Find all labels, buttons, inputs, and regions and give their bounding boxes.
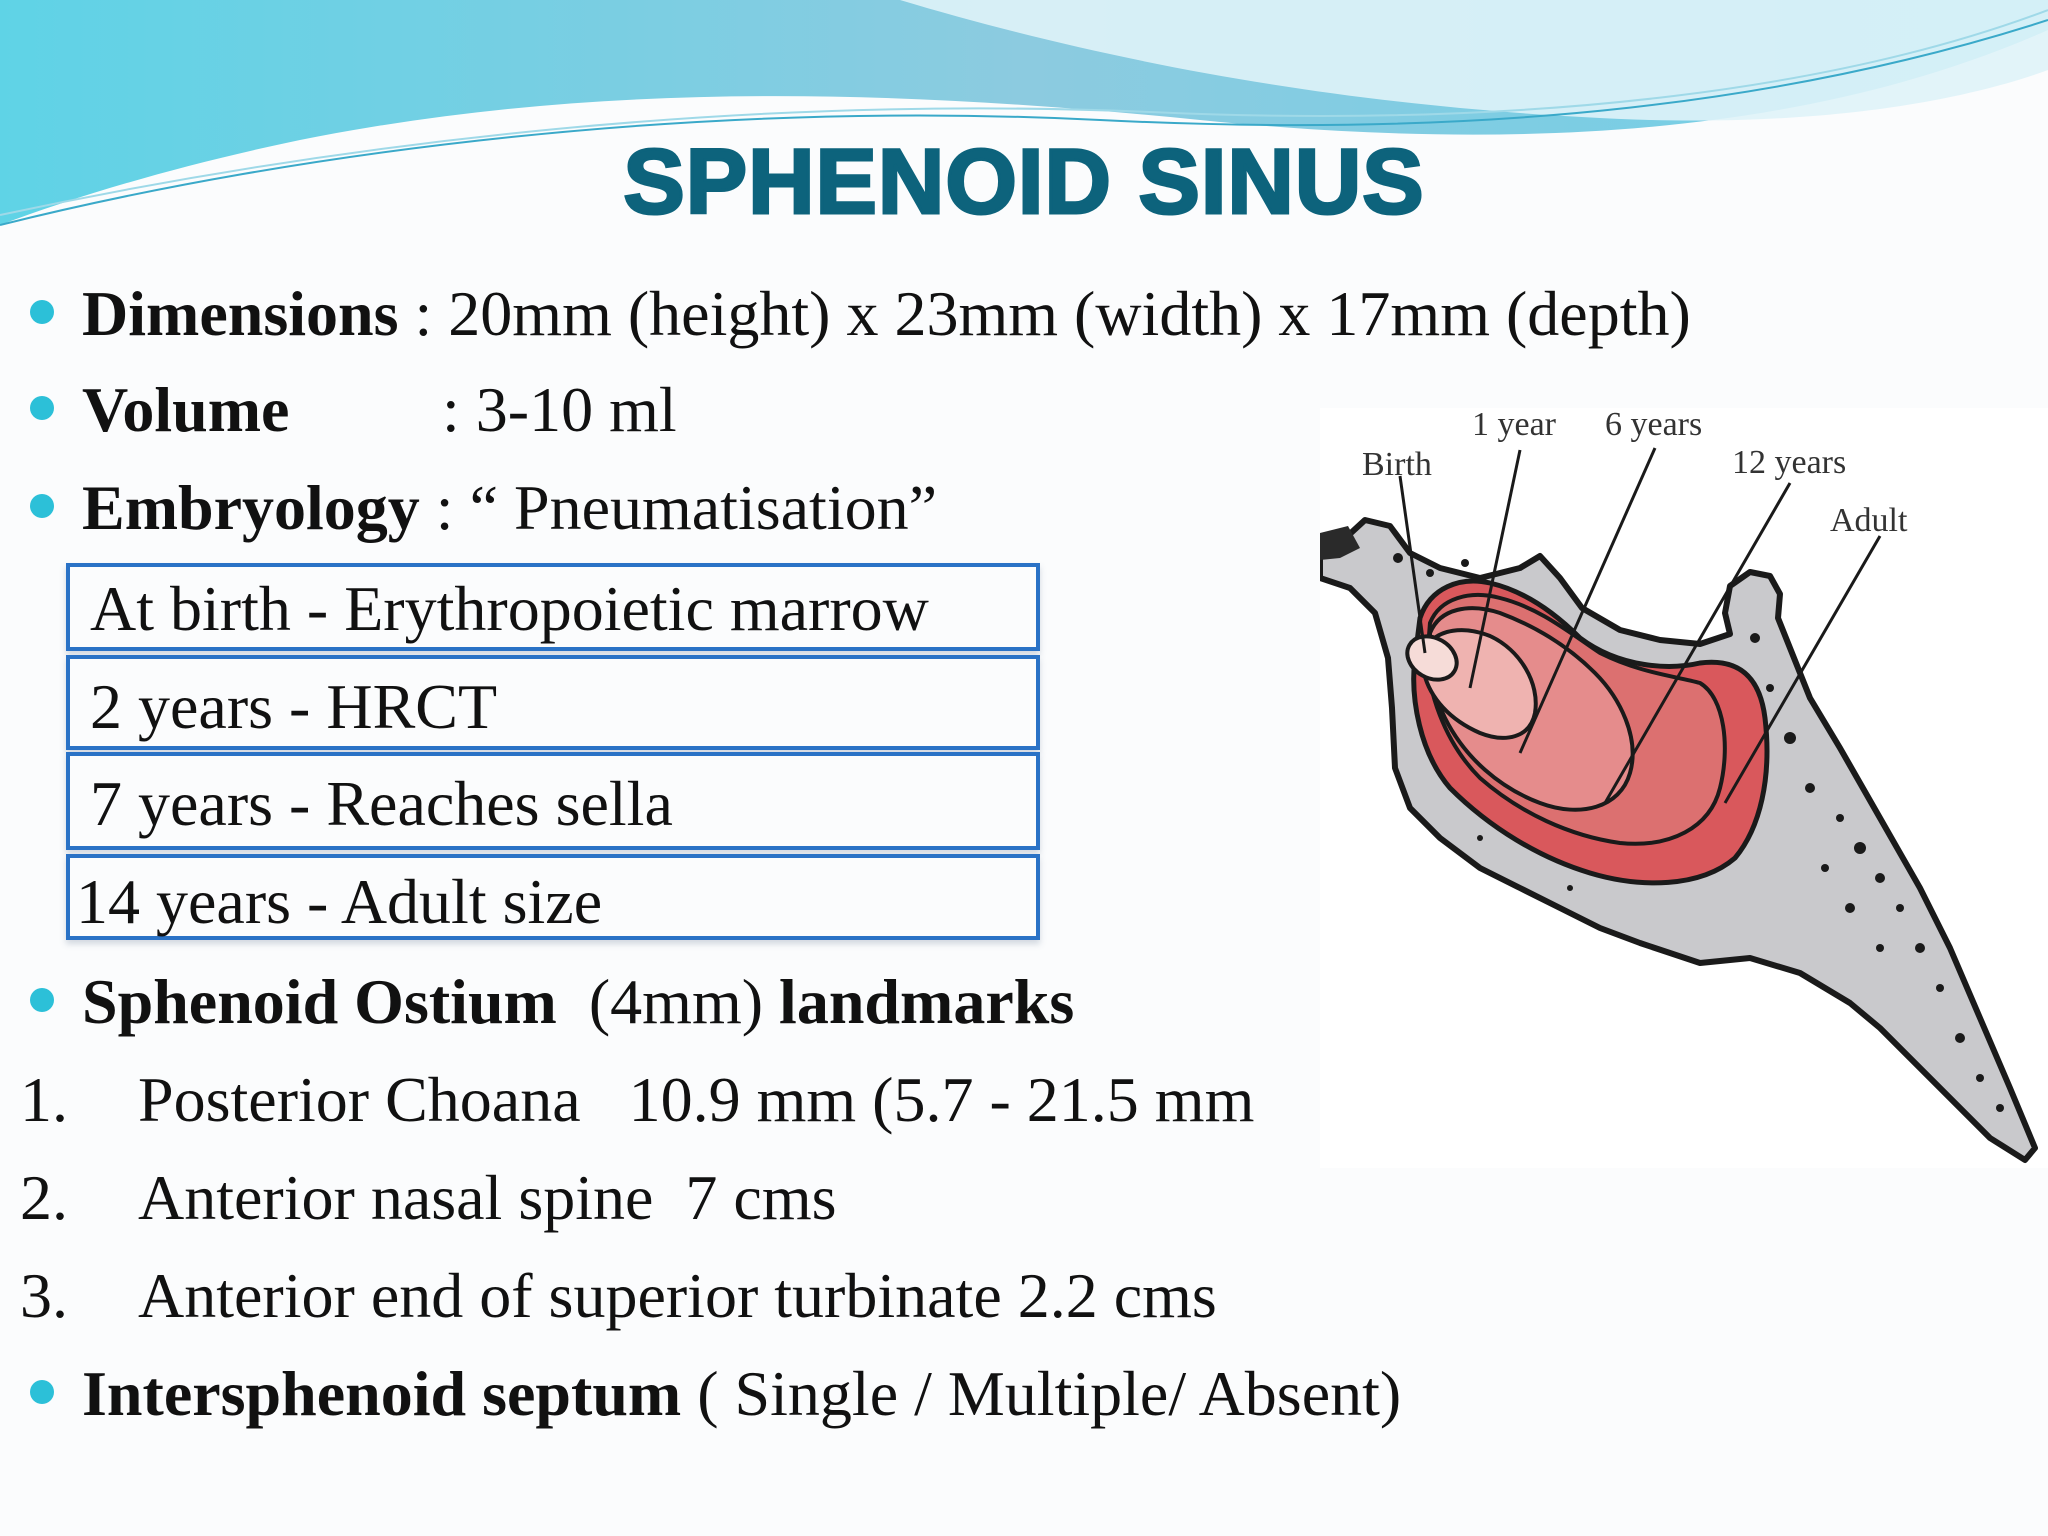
bullet-dot: [30, 1380, 54, 1404]
volume-value: : 3-10 ml: [442, 374, 677, 445]
landmark-item-3: [0, 1260, 1320, 1344]
landmark-item-2: [0, 1162, 1320, 1246]
dimensions-label: Dimensions: [82, 278, 399, 349]
diagram-label-1-year: 1 year: [1472, 406, 1557, 443]
stage-text: At birth - Erythropoietic marrow: [90, 573, 929, 644]
landmark-text: Posterior Choana 10.9 mm (5.7 - 21.5 mm: [138, 1064, 1255, 1135]
ostium-size: (4mm): [556, 966, 780, 1037]
sphenoid-pneumatisation-diagram: [1320, 408, 2048, 1168]
stage-text: 14 years - Adult size: [76, 866, 603, 937]
stage-text: 2 years - HRCT: [90, 671, 498, 742]
landmark-number: 1.: [20, 1064, 68, 1135]
embryology-label: Embryology: [82, 472, 420, 543]
bullet-dot: [30, 396, 54, 420]
ostium-line: [82, 966, 1075, 1037]
diagram-label-6-years: 6 years: [1605, 406, 1703, 443]
ostium-landmarks-label: landmarks: [779, 966, 1075, 1037]
landmark-text: Anterior nasal spine 7 cms: [138, 1162, 837, 1233]
bullet-dot: [30, 300, 54, 324]
landmark-number: 2.: [20, 1162, 68, 1233]
stage-row-7-years: [66, 752, 1040, 850]
stage-row-2-years: [66, 655, 1040, 750]
landmark-text: Anterior end of superior turbinate 2.2 cms: [138, 1260, 1217, 1331]
diagram-label-adult: Adult: [1830, 502, 1908, 539]
ostium-label: Sphenoid Ostium: [82, 966, 557, 1037]
landmark-item-1: [0, 1064, 1320, 1148]
bullet-dot: [30, 988, 54, 1012]
slide-title: SPHENOID SINUS: [623, 131, 1425, 233]
bullet-dot: [30, 494, 54, 518]
volume-label: Volume: [82, 374, 290, 445]
diagram-label-birth: Birth: [1362, 446, 1432, 483]
embryology-line: [82, 472, 937, 543]
stage-row-14-years: [66, 854, 1040, 940]
landmark-number: 3.: [20, 1260, 68, 1331]
septum-line: [82, 1358, 1402, 1429]
septum-label: Intersphenoid septum: [82, 1358, 682, 1429]
dimensions-line: [82, 278, 1691, 349]
stage-row-birth: [66, 563, 1040, 651]
septum-value: ( Single / Multiple/ Absent): [681, 1358, 1402, 1429]
embryology-value: : “ Pneumatisation”: [419, 472, 937, 543]
dimensions-value: : 20mm (height) x 23mm (width) x 17mm (depth): [398, 278, 1691, 349]
stage-text: 7 years - Reaches sella: [90, 768, 673, 839]
diagram-label-12-years: 12 years: [1732, 444, 1847, 481]
